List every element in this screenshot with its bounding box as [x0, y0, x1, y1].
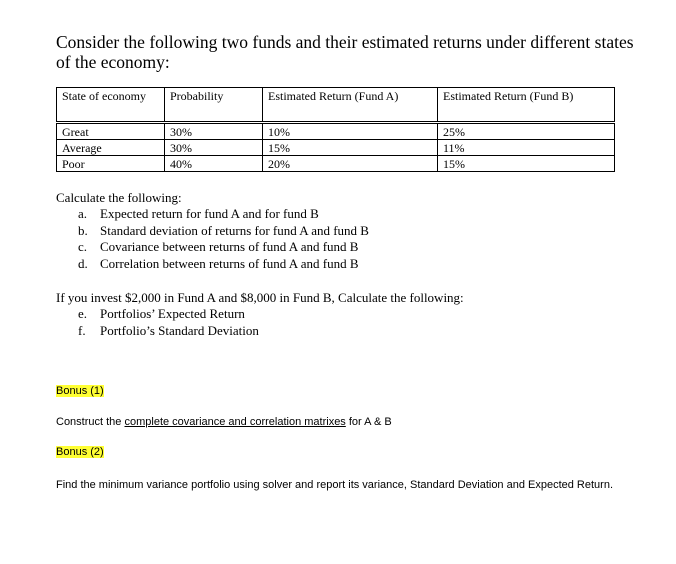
table-cell: Poor	[57, 156, 165, 172]
list-item	[78, 256, 369, 273]
calculate-intro: Calculate the following:	[56, 190, 182, 205]
bonus-1-prefix: Construct the	[56, 416, 125, 428]
header-probability: Probability	[165, 88, 263, 123]
table-row	[57, 140, 615, 156]
item-letter: b.	[78, 222, 88, 238]
table-cell: 15%	[263, 140, 438, 156]
invest-list	[78, 306, 259, 339]
table-cell: 10%	[263, 123, 438, 140]
table-cell: 40%	[165, 156, 263, 172]
bonus-1-text	[56, 416, 392, 428]
item-letter: e.	[78, 306, 88, 321]
table-cell: 25%	[438, 123, 615, 140]
header-fund-a: Estimated Return (Fund A)	[263, 88, 438, 123]
list-item	[78, 206, 369, 223]
item-letter: a.	[78, 206, 88, 221]
table-cell: 11%	[438, 140, 615, 156]
bonus-1-underlined: complete covariance and correlation matrixes	[124, 416, 346, 428]
table-cell: 30%	[165, 140, 263, 156]
question-title: Consider the following two funds and their estimated returns under different states of the economy:	[56, 32, 634, 72]
table-cell: 30%	[165, 123, 263, 140]
header-state: State of economy	[57, 88, 165, 123]
item-text: Standard deviation of returns for fund A and fund B	[100, 222, 369, 238]
table-cell: 15%	[438, 156, 615, 172]
bonus-2-label	[56, 446, 104, 458]
item-letter: c.	[78, 239, 88, 254]
table-cell: Great	[57, 123, 165, 140]
calculate-list	[78, 206, 369, 272]
item-text: Correlation between returns of fund A and fund B	[100, 255, 359, 271]
table-row	[57, 123, 615, 140]
returns-table	[56, 87, 615, 172]
invest-intro: If you invest $2,000 in Fund A and $8,000 in Fund B, Calculate the following:	[56, 290, 464, 305]
bonus-1-label	[56, 385, 104, 397]
table-header-row	[57, 88, 615, 123]
bonus-1-highlight: Bonus (1)	[56, 385, 104, 397]
table-row	[57, 156, 615, 172]
item-text: Expected return for fund A and for fund B	[100, 206, 319, 221]
bonus-2-highlight: Bonus (2)	[56, 446, 104, 458]
table-cell: 20%	[263, 156, 438, 172]
header-fund-b: Estimated Return (Fund B)	[438, 88, 615, 123]
table-cell: Average	[57, 140, 165, 156]
item-text: Portfolios’ Expected Return	[100, 306, 245, 321]
item-letter: d.	[78, 255, 88, 271]
list-item	[78, 239, 369, 256]
bonus-1-suffix: for A & B	[345, 416, 392, 428]
list-item	[78, 223, 369, 240]
item-text: Portfolio’s Standard Deviation	[100, 322, 259, 338]
item-letter: f.	[78, 322, 86, 338]
list-item	[78, 323, 259, 340]
item-text: Covariance between returns of fund A and fund B	[100, 239, 359, 254]
bonus-2-text: Find the minimum variance portfolio using solver and report its variance, Standard Deviation and Expected Return.	[56, 479, 614, 491]
list-item	[78, 306, 259, 323]
